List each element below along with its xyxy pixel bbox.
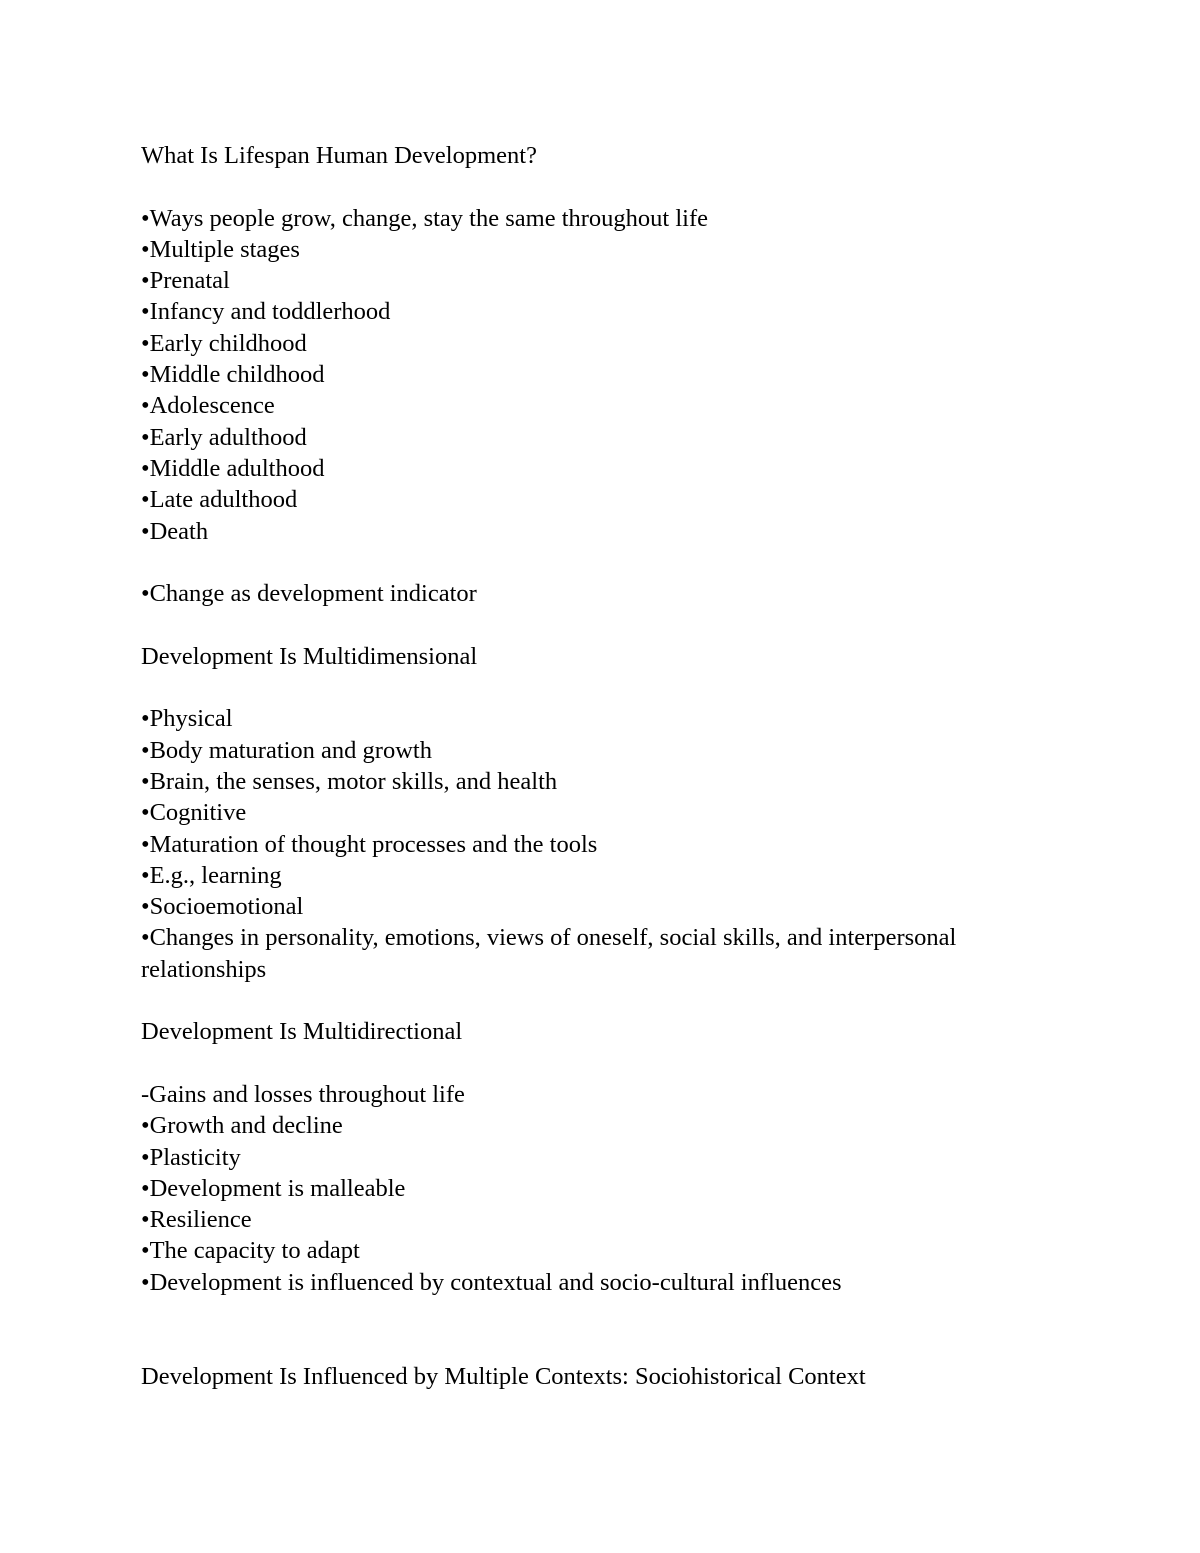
spacer xyxy=(141,1298,1071,1361)
bullet-item: •Socioemotional xyxy=(141,893,304,921)
bullet-item: •Body maturation and growth xyxy=(141,736,432,764)
document-body xyxy=(141,140,1071,1392)
bullet-item: •Resilience xyxy=(141,1206,252,1234)
bullet-item: •Development is influenced by contextual and socio-cultural influences xyxy=(141,1268,842,1296)
section-heading: Development Is Influenced by Multiple Contexts: Sociohistorical Context xyxy=(141,1362,866,1390)
bullet-item: •Early childhood xyxy=(141,329,307,357)
bullet-item: •Death xyxy=(141,517,209,545)
bullet-item: •Middle childhood xyxy=(141,361,325,389)
spacer xyxy=(141,547,1071,578)
bullet-item: •Multiple stages xyxy=(141,235,300,263)
bullet-item: •Change as development indicator xyxy=(141,580,477,608)
bullet-item: •Maturation of thought processes and the tools xyxy=(141,830,598,858)
bullet-item: •E.g., learning xyxy=(141,861,282,889)
bullet-item: •Late adulthood xyxy=(141,486,298,514)
bullet-item: •Adolescence xyxy=(141,392,275,420)
bullet-item: -Gains and losses throughout life xyxy=(141,1080,465,1108)
spacer xyxy=(141,672,1071,703)
section-heading: Development Is Multidimensional xyxy=(141,642,478,670)
spacer xyxy=(141,609,1071,640)
bullet-item: •Infancy and toddlerhood xyxy=(141,298,391,326)
bullet-item: •Brain, the senses, motor skills, and health xyxy=(141,767,558,795)
bullet-item: •Middle adulthood xyxy=(141,454,325,482)
bullet-item: •Prenatal xyxy=(141,267,230,295)
spacer xyxy=(141,985,1071,1016)
bullet-item: •Physical xyxy=(141,705,233,733)
spacer xyxy=(141,171,1071,202)
bullet-item: •Changes in personality, emotions, views of oneself, social skills, and interpersonal relationships xyxy=(141,924,957,983)
bullet-item: •Plasticity xyxy=(141,1143,241,1171)
bullet-item: •Ways people grow, change, stay the same throughout life xyxy=(141,204,708,232)
section-heading: What Is Lifespan Human Development? xyxy=(141,142,537,169)
section-heading: Development Is Multidirectional xyxy=(141,1018,463,1046)
bullet-item: •The capacity to adapt xyxy=(141,1237,360,1265)
bullet-item: •Cognitive xyxy=(141,799,247,827)
bullet-item: •Early adulthood xyxy=(141,423,307,451)
spacer xyxy=(141,1048,1071,1079)
bullet-item: •Growth and decline xyxy=(141,1112,343,1140)
bullet-item: •Development is malleable xyxy=(141,1174,406,1202)
